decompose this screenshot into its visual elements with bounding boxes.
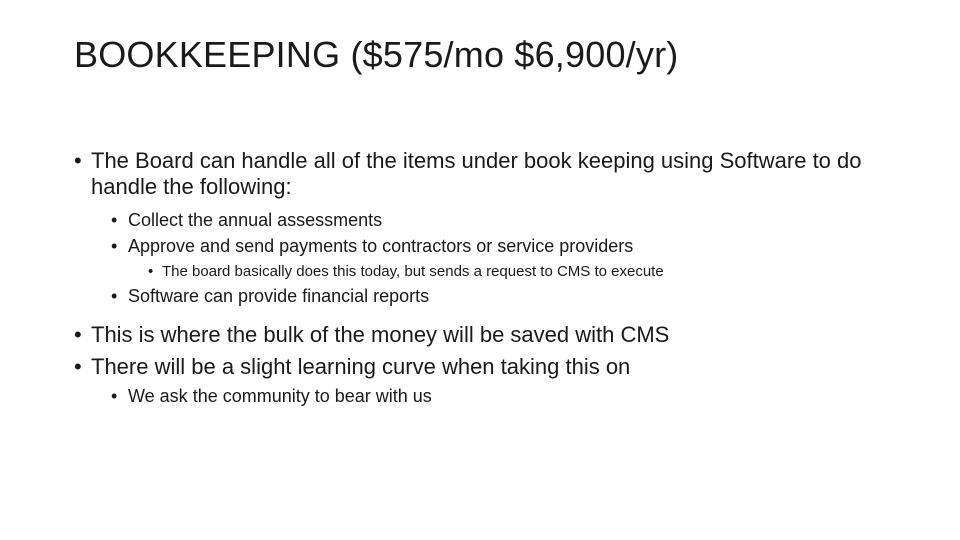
bullet-text: Collect the annual assessments [128, 209, 383, 230]
bullet-level1 [74, 148, 894, 201]
bullet-level3 [148, 263, 894, 281]
bullet-icon: • [74, 353, 82, 379]
bullet-text: Software can provide financial reports [128, 285, 430, 306]
bullet-level2 [111, 386, 894, 408]
bullet-icon: • [111, 285, 118, 306]
slide-body [74, 148, 894, 413]
bullet-icon: • [111, 209, 118, 230]
bullet-level1 [74, 354, 894, 380]
bullet-text: Approve and send payments to contractors or service providers [128, 236, 634, 257]
bullet-text: The Board can handle all of the items under book keeping using Software to do handle the following: [91, 148, 862, 200]
bullet-text: We ask the community to bear with us [128, 386, 432, 407]
bullet-level1 [74, 322, 894, 348]
bullet-text: This is where the bulk of the money will be saved with CMS [91, 321, 670, 347]
bullet-level2 [111, 236, 894, 258]
bullet-text: The board basically does this today, but sends a request to CMS to execute [162, 262, 664, 280]
bullet-text: There will be a slight learning curve when taking this on [91, 353, 631, 379]
bullet-icon: • [148, 262, 154, 280]
bullet-icon: • [111, 386, 118, 407]
bullet-icon: • [74, 321, 82, 347]
slide-title: BOOKKEEPING ($575/mo $6,900/yr) [74, 34, 679, 75]
bullet-level2 [111, 286, 894, 308]
bullet-icon: • [111, 236, 118, 257]
bullet-level2 [111, 210, 894, 232]
bullet-icon: • [74, 148, 82, 173]
